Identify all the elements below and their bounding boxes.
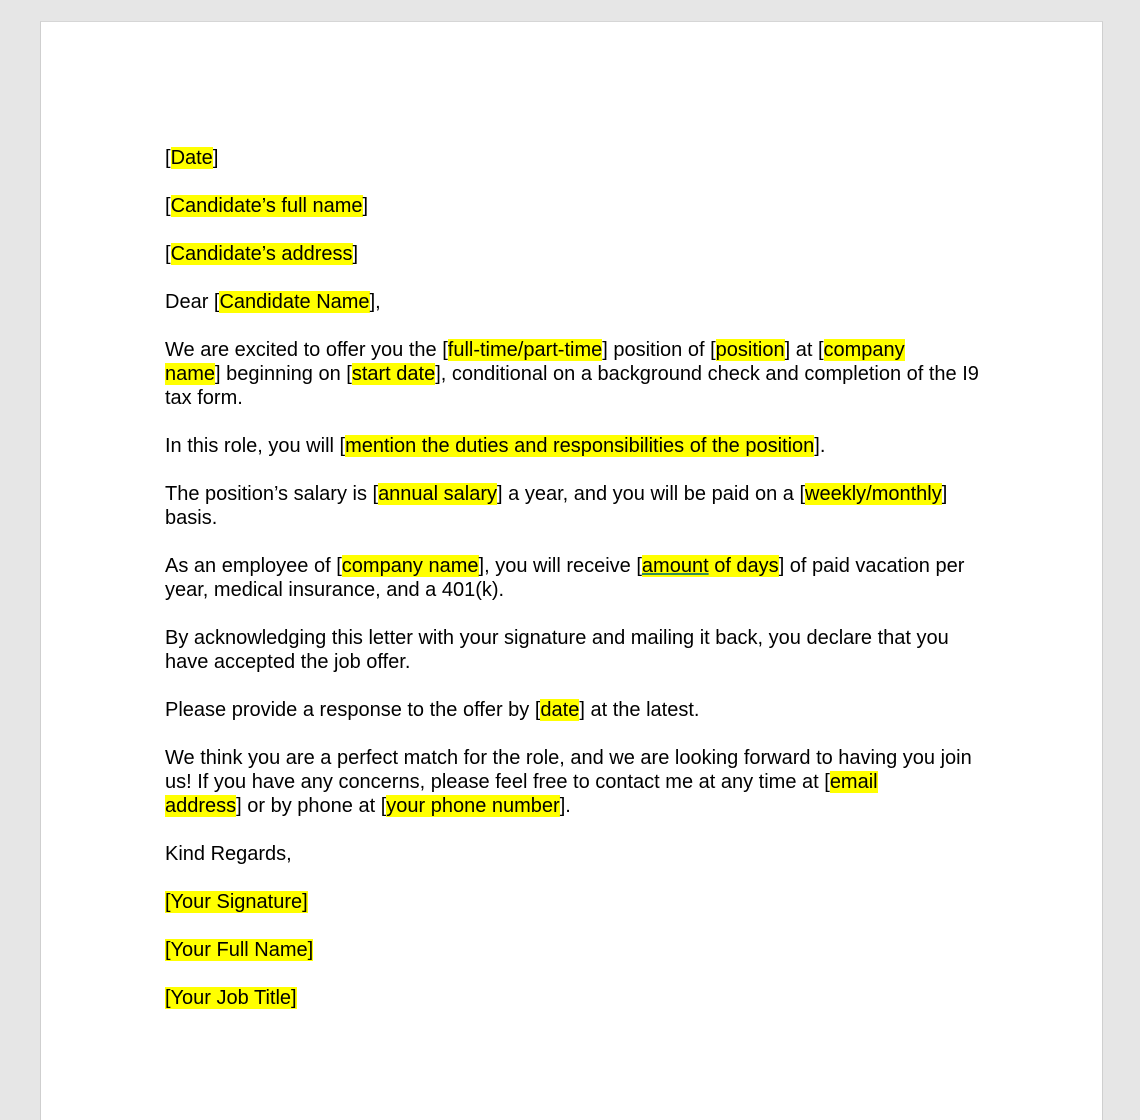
duties-placeholder: mention the duties and responsibilities of the position: [345, 435, 815, 457]
candidate-address-line: [Candidate’s address]: [165, 243, 359, 265]
employment-type-placeholder: full-time/part-time: [447, 339, 603, 361]
offer-text-4: ] beginning on [: [215, 363, 352, 385]
benefits-text-3: ] of paid vacation per year, medical insurance, and a 401(k).: [165, 555, 965, 601]
candidate-name-placeholder: Candidate Name: [219, 291, 370, 313]
closing-text-1: We think you are a perfect match for the role, and we are looking forward to having you join us! If you have any concerns, please feel free to contact me at any time at [: [165, 747, 972, 793]
company-name-placeholder: company name: [341, 555, 479, 577]
offer-text-2: ] position of [: [602, 339, 716, 361]
start-date-placeholder: start date: [351, 363, 436, 385]
greeting-line: [165, 290, 995, 314]
document-page: [40, 21, 1103, 1120]
offer-paragraph: [165, 338, 995, 410]
amount-placeholder: amount: [641, 555, 709, 577]
benefits-text-2: ], you will receive [: [478, 555, 642, 577]
letter-body[interactable]: [165, 146, 995, 1034]
greeting-prefix: Dear [: [165, 291, 220, 313]
closing-paragraph: [165, 746, 995, 818]
response-text-1: Please provide a response to the offer by [: [165, 699, 541, 721]
date-placeholder: Date: [170, 147, 213, 169]
offer-text-5: ], conditional on a background check and completion of the I9 tax form.: [165, 363, 979, 409]
candidate-address-placeholder: Candidate’s address: [170, 243, 353, 265]
sign-off: Kind Regards,: [165, 843, 292, 865]
email-placeholder-part1: email: [829, 771, 878, 793]
greeting-suffix: ],: [369, 291, 381, 313]
salary-paragraph: [165, 482, 995, 530]
phone-placeholder: your phone number: [386, 795, 560, 817]
role-paragraph: [165, 434, 995, 458]
role-text-1: In this role, you will [: [165, 435, 346, 457]
email-placeholder-part2: address: [165, 795, 237, 817]
response-paragraph: [165, 698, 995, 722]
full-name-placeholder: [Your Full Name]: [165, 939, 314, 961]
pay-frequency-placeholder: weekly/monthly: [805, 483, 942, 505]
closing-text-2: ] or by phone at [: [236, 795, 387, 817]
candidate-full-name-placeholder: Candidate’s full name: [170, 195, 363, 217]
offer-text-1: We are excited to offer you the [: [165, 339, 448, 361]
closing-text-3: ].: [559, 795, 571, 817]
salary-text-2: ] a year, and you will be paid on a [: [497, 483, 806, 505]
signature-placeholder: [Your Signature]: [165, 891, 308, 913]
salary-text-3: ] basis.: [165, 483, 948, 529]
signature-line: [165, 890, 995, 914]
benefits-paragraph: [165, 554, 995, 602]
candidate-name-line: [Candidate’s full name]: [165, 195, 369, 217]
position-placeholder: position: [715, 339, 785, 361]
date-line: [Date]: [165, 147, 219, 169]
response-date-placeholder: date: [540, 699, 580, 721]
days-placeholder: of days: [708, 555, 779, 577]
benefits-text-1: As an employee of [: [165, 555, 342, 577]
job-title-line: [165, 986, 995, 1010]
annual-salary-placeholder: annual salary: [378, 483, 498, 505]
offer-text-3: ] at [: [784, 339, 824, 361]
response-text-2: ] at the latest.: [579, 699, 700, 721]
role-text-2: ].: [814, 435, 826, 457]
salary-text-1: The position’s salary is [: [165, 483, 379, 505]
company-placeholder-part1: company: [823, 339, 905, 361]
full-name-line: [165, 938, 995, 962]
company-placeholder-part2: name: [165, 363, 216, 385]
acknowledge-paragraph: By acknowledging this letter with your signature and mailing it back, you declare that you have accepted the job offer.: [165, 627, 949, 673]
job-title-placeholder: [Your Job Title]: [165, 987, 297, 1009]
